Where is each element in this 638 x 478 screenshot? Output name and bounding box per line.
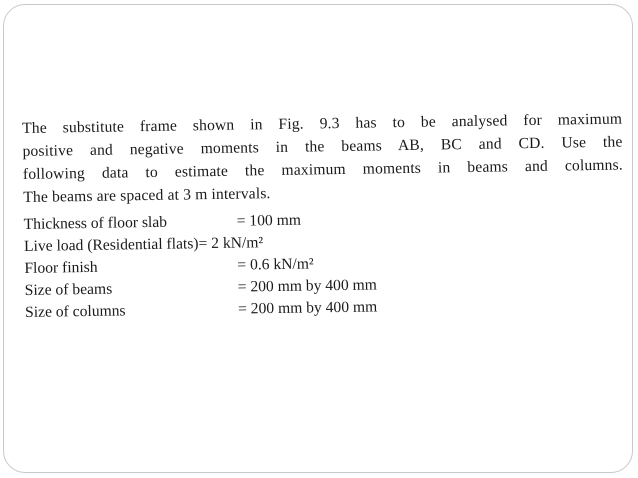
data-value: = 100 mm (236, 211, 302, 230)
slide-frame (3, 4, 633, 473)
data-value: = 0.6 kN/m² (237, 255, 314, 274)
problem-line-3: following data to estimate the maximum moments in beams and columns. (22, 156, 623, 183)
data-value: = 200 mm by 400 mm (237, 298, 378, 318)
problem-line-4: The beams are spaced at 3 m intervals. (23, 185, 271, 206)
data-list (24, 205, 626, 324)
data-label: Floor finish (24, 258, 98, 277)
data-label: Size of columns (24, 302, 126, 321)
data-value: = 2 kN/m² (198, 234, 264, 253)
scanned-problem-text (22, 108, 625, 324)
data-label: Thickness of floor slab (23, 213, 168, 233)
data-value: = 200 mm by 400 mm (237, 276, 378, 296)
problem-line-2: positive and negative moments in the beams AB, BC and CD. Use the (22, 133, 623, 160)
data-label: Size of beams (24, 280, 113, 299)
data-label: Live load (Residential flats) (23, 235, 199, 255)
problem-line-1: The substitute frame shown in Fig. 9.3 has to be analysed for maximum (22, 110, 623, 137)
